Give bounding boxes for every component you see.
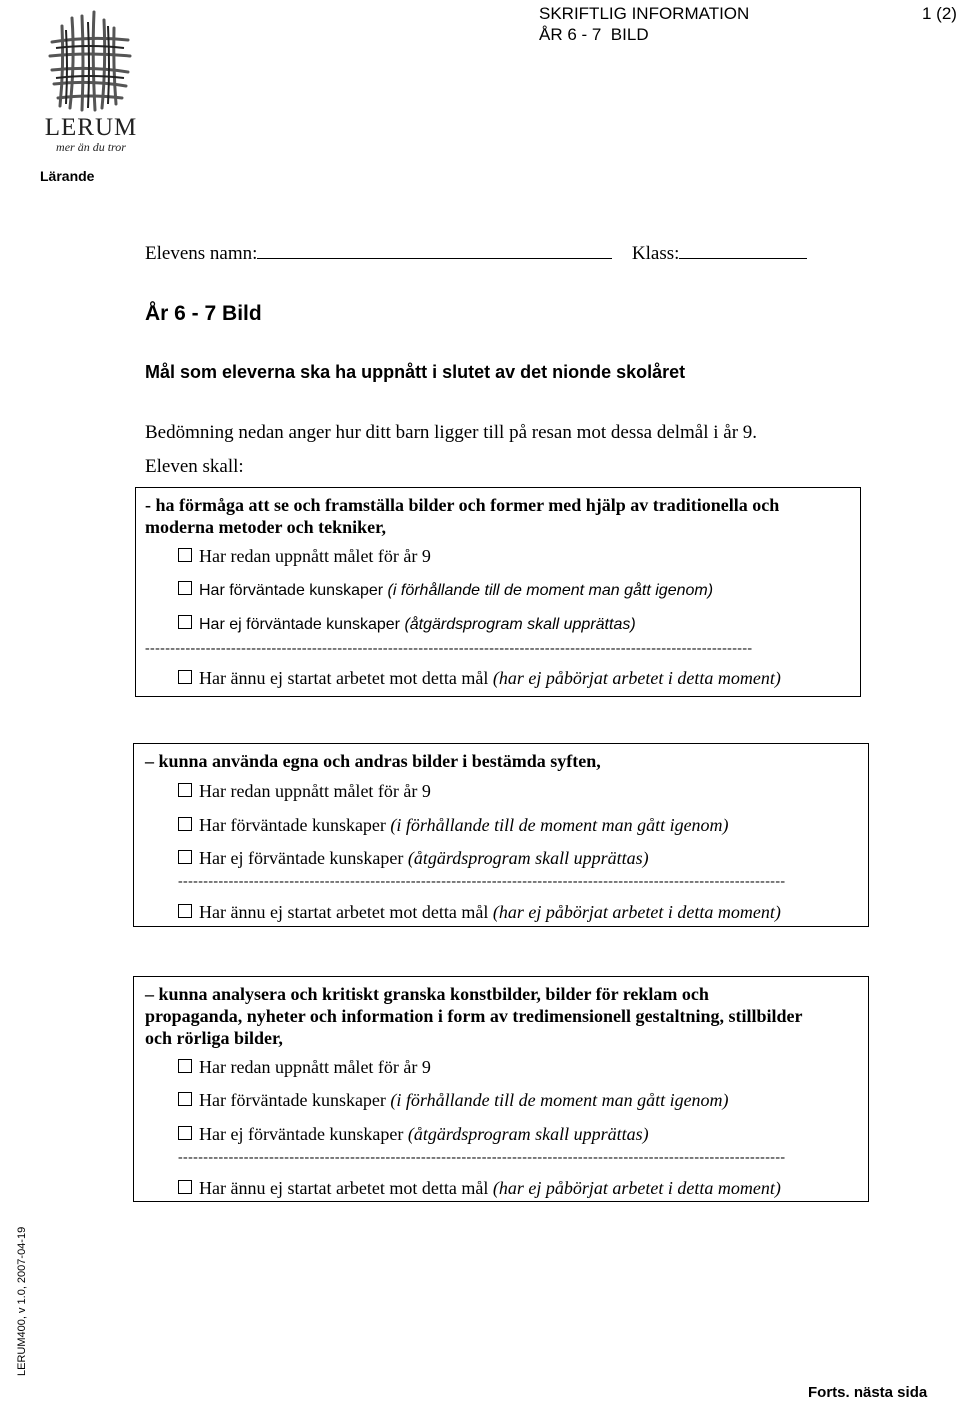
goal-text: – kunna analysera och kritiskt granska konstbilder, bilder för reklam och propaganda, nyheter och information i form av tredimensionell gestaltning, stillbilder och rörliga bilder, [145,984,803,1048]
audience-label: Lärande [40,168,95,184]
goal-text: - ha förmåga att se och framställa bilder och former med hjälp av traditionella och moderna metoder och tekniker, [145,495,780,537]
checkbox[interactable] [178,548,192,562]
separator: ------------------------------------------------------------------------------------------------------------------------ [178,1150,786,1165]
student-name-field[interactable] [257,241,612,259]
separator: ------------------------------------------------------------------------------------------------------------------------ [145,641,753,656]
checkbox[interactable] [178,1092,192,1106]
page-title: År 6 - 7 Bild [145,302,262,325]
checkbox[interactable] [178,1180,192,1194]
option-not-expected[interactable]: Har ej förväntade kunskaper (åtgärdsprogram skall upprättas) [178,1124,649,1145]
goal-box-3 [133,976,869,1202]
class-label: Klass: [631,243,680,264]
checkbox[interactable] [178,1059,192,1073]
logo-tagline: mer än du tror [56,140,126,154]
goal-box-1 [135,487,861,697]
checkbox[interactable] [178,850,192,864]
header-document-type: SKRIFTLIG INFORMATION [539,4,750,23]
checkbox[interactable] [178,817,192,831]
option-achieved[interactable]: Har redan uppnått målet för år 9 [178,1057,431,1078]
option-not-expected[interactable]: Har ej förväntade kunskaper (åtgärdsprogram skall upprättas) [178,848,649,869]
option-expected[interactable]: Har förväntade kunskaper (i förhållande till de moment man gått igenom) [178,581,713,600]
student-name-label: Elevens namn: [145,243,258,264]
continued-note: Forts. nästa sida [808,1384,928,1401]
intro-text: Bedömning nedan anger hur ditt barn ligger till på resan mot dessa delmål i år 9. [145,422,758,443]
option-expected[interactable]: Har förväntade kunskaper (i förhållande till de moment man gått igenom) [178,1090,729,1111]
goal-text: – kunna använda egna och andras bilder i bestämda syften, [145,751,601,771]
header-subject: ÅR 6 - 7 BILD [539,25,649,44]
option-achieved[interactable]: Har redan uppnått målet för år 9 [178,546,431,567]
option-not-started[interactable]: Har ännu ej startat arbetet mot detta mål (har ej påbörjat arbetet i detta moment) [178,902,781,923]
option-not-started[interactable]: Har ännu ej startat arbetet mot detta mål (har ej påbörjat arbetet i detta moment) [178,668,781,689]
checkbox[interactable] [178,670,192,684]
logo-wordmark: LERUM [44,114,138,141]
option-expected[interactable]: Har förväntade kunskaper (i förhållande till de moment man gått igenom) [178,815,729,836]
page-number: 1 (2) [922,4,957,23]
checkbox[interactable] [178,904,192,918]
option-not-started[interactable]: Har ännu ej startat arbetet mot detta mål (har ej påbörjat arbetet i detta moment) [178,1178,781,1199]
checkbox[interactable] [178,1126,192,1140]
option-not-expected[interactable]: Har ej förväntade kunskaper (åtgärdsprogram skall upprättas) [178,615,636,634]
option-achieved[interactable]: Har redan uppnått målet för år 9 [178,781,431,802]
goal-box-2 [133,743,869,927]
page-subtitle: Mål som eleverna ska ha uppnått i slutet av det nionde skolåret [145,362,686,382]
class-field[interactable] [679,241,807,259]
separator: ------------------------------------------------------------------------------------------------------------------------ [178,874,786,889]
student-name-row [145,241,807,265]
checkbox[interactable] [178,581,192,595]
document-id: LERUM400, v 1.0, 2007-04-19 [16,1226,28,1376]
checkbox[interactable] [178,783,192,797]
intro-eleven-skall: Eleven skall: [145,456,244,477]
checkbox[interactable] [178,615,192,629]
